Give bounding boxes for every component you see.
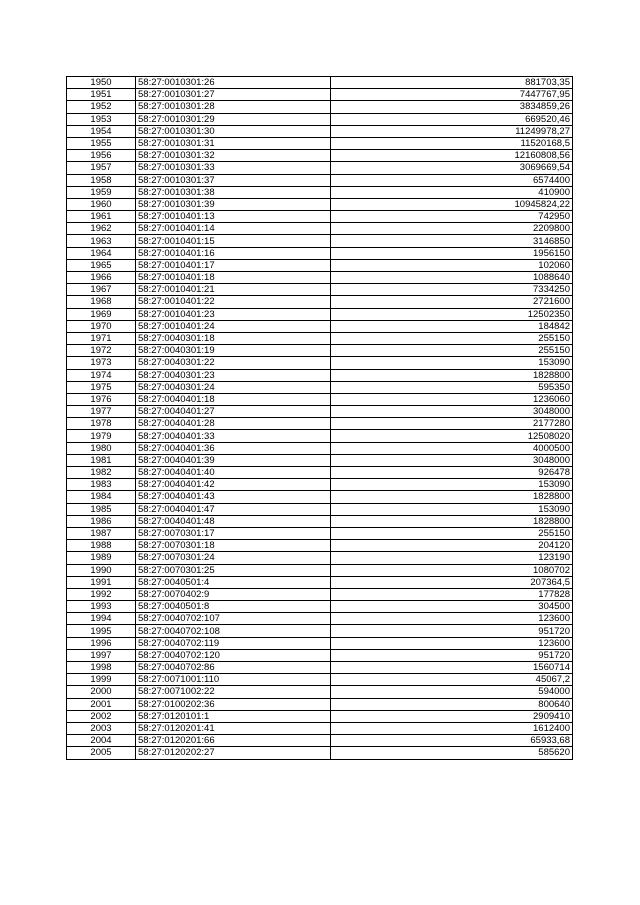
table-row [67,479,573,491]
cadastral-number-cell: 58:27:0120202:27 [136,747,331,759]
row-number-cell: 1972 [67,345,136,357]
row-number-cell: 2002 [67,710,136,722]
row-number-cell: 1952 [67,101,136,113]
row-number-cell: 2005 [67,747,136,759]
row-number-cell: 1992 [67,588,136,600]
row-number-cell: 1981 [67,454,136,466]
table-row [67,722,573,734]
table-row [67,710,573,722]
value-cell: 669520,46 [331,113,573,125]
table-row [67,284,573,296]
cadastral-number-cell: 58:27:0071001:110 [136,674,331,686]
row-number-cell: 1960 [67,198,136,210]
cadastral-number-cell: 58:27:0010401:13 [136,211,331,223]
value-cell: 123600 [331,613,573,625]
value-cell: 12508020 [331,430,573,442]
row-number-cell: 1995 [67,625,136,637]
value-cell: 11249978,27 [331,125,573,137]
cadastral-number-cell: 58:27:0040301:23 [136,369,331,381]
row-number-cell: 1963 [67,235,136,247]
row-number-cell: 1966 [67,272,136,284]
cadastral-number-cell: 58:27:0010301:28 [136,101,331,113]
cadastral-number-cell: 58:27:0040401:47 [136,503,331,515]
value-cell: 153090 [331,357,573,369]
cadastral-number-cell: 58:27:0070301:24 [136,552,331,564]
value-cell: 153090 [331,479,573,491]
cadastral-number-cell: 58:27:0071002:22 [136,686,331,698]
row-number-cell: 1974 [67,369,136,381]
value-cell: 7447767,95 [331,89,573,101]
table-row [67,101,573,113]
table-row [67,442,573,454]
row-number-cell: 1980 [67,442,136,454]
value-cell: 12160808,56 [331,150,573,162]
table-row [67,198,573,210]
table-row [67,89,573,101]
value-cell: 2909410 [331,710,573,722]
cadastral-number-cell: 58:27:0070301:17 [136,527,331,539]
value-cell: 255150 [331,345,573,357]
row-number-cell: 1970 [67,320,136,332]
value-cell: 45067,2 [331,674,573,686]
value-cell: 12502350 [331,308,573,320]
row-number-cell: 1953 [67,113,136,125]
cadastral-number-cell: 58:27:0010301:26 [136,77,331,89]
table-row [67,637,573,649]
value-cell: 3048000 [331,406,573,418]
table-row [67,747,573,759]
value-cell: 3834859,26 [331,101,573,113]
value-cell: 742950 [331,211,573,223]
row-number-cell: 1998 [67,662,136,674]
row-number-cell: 1968 [67,296,136,308]
value-cell: 585620 [331,747,573,759]
table-row [67,308,573,320]
cadastral-number-cell: 58:27:0010301:32 [136,150,331,162]
row-number-cell: 2000 [67,686,136,698]
cadastral-number-cell: 58:27:0040301:19 [136,345,331,357]
table-row [67,613,573,625]
row-number-cell: 1975 [67,381,136,393]
cadastral-number-cell: 58:27:0100202:36 [136,698,331,710]
cadastral-number-cell: 58:27:0010301:33 [136,162,331,174]
value-cell: 10945824,22 [331,198,573,210]
table-row [67,137,573,149]
table-row [67,332,573,344]
cadastral-number-cell: 58:27:0010401:17 [136,259,331,271]
cadastral-number-cell: 58:27:0070301:25 [136,564,331,576]
cadastral-number-cell: 58:27:0040702:107 [136,613,331,625]
table-row [67,186,573,198]
row-number-cell: 1985 [67,503,136,515]
value-cell: 1828800 [331,515,573,527]
cadastral-number-cell: 58:27:0040401:42 [136,479,331,491]
table-row [67,552,573,564]
value-cell: 255150 [331,527,573,539]
value-cell: 1560714 [331,662,573,674]
value-cell: 65933,68 [331,735,573,747]
cadastral-number-cell: 58:27:0040702:120 [136,649,331,661]
table-row [67,150,573,162]
table-row [67,735,573,747]
row-number-cell: 1965 [67,259,136,271]
value-cell: 594000 [331,686,573,698]
table-row [67,649,573,661]
value-cell: 11520168,5 [331,137,573,149]
row-number-cell: 2004 [67,735,136,747]
cadastral-number-cell: 58:27:0010301:39 [136,198,331,210]
value-cell: 153090 [331,503,573,515]
cadastral-number-cell: 58:27:0010301:27 [136,89,331,101]
cadastral-number-cell: 58:27:0040401:33 [136,430,331,442]
value-cell: 4000500 [331,442,573,454]
cadastral-number-cell: 58:27:0040401:27 [136,406,331,418]
table-row [67,588,573,600]
value-cell: 2721600 [331,296,573,308]
value-cell: 881703,35 [331,77,573,89]
row-number-cell: 1971 [67,332,136,344]
row-number-cell: 1986 [67,515,136,527]
table-row [67,576,573,588]
value-cell: 951720 [331,649,573,661]
value-cell: 102060 [331,259,573,271]
cadastral-number-cell: 58:27:0040401:28 [136,418,331,430]
row-number-cell: 1964 [67,247,136,259]
table-row [67,430,573,442]
cadastral-number-cell: 58:27:0120201:66 [136,735,331,747]
cadastral-number-cell: 58:27:0010401:15 [136,235,331,247]
row-number-cell: 1979 [67,430,136,442]
row-number-cell: 1951 [67,89,136,101]
table-row [67,503,573,515]
table-row [67,320,573,332]
cadastral-number-cell: 58:27:0040401:43 [136,491,331,503]
value-cell: 1080702 [331,564,573,576]
cadastral-number-cell: 58:27:0040401:40 [136,467,331,479]
value-cell: 410900 [331,186,573,198]
row-number-cell: 1967 [67,284,136,296]
row-number-cell: 1956 [67,150,136,162]
cadastral-number-cell: 58:27:0040501:4 [136,576,331,588]
cadastral-number-cell: 58:27:0040301:24 [136,381,331,393]
table-row [67,357,573,369]
value-cell: 177828 [331,588,573,600]
value-cell: 304500 [331,601,573,613]
table-row [67,406,573,418]
row-number-cell: 1969 [67,308,136,320]
cadastral-number-cell: 58:27:0040702:119 [136,637,331,649]
row-number-cell: 1988 [67,540,136,552]
table-row [67,491,573,503]
row-number-cell: 1983 [67,479,136,491]
table-row [67,540,573,552]
table-row [67,674,573,686]
row-number-cell: 2001 [67,698,136,710]
cadastral-number-cell: 58:27:0010301:29 [136,113,331,125]
cadastral-number-cell: 58:27:0010401:21 [136,284,331,296]
cadastral-number-cell: 58:27:0040702:86 [136,662,331,674]
cadastral-number-cell: 58:27:0010401:24 [136,320,331,332]
row-number-cell: 1996 [67,637,136,649]
row-number-cell: 1959 [67,186,136,198]
table-row [67,418,573,430]
cadastral-number-cell: 58:27:0040401:18 [136,393,331,405]
cadastral-number-cell: 58:27:0040301:22 [136,357,331,369]
row-number-cell: 2003 [67,722,136,734]
table-row [67,345,573,357]
value-cell: 2177280 [331,418,573,430]
row-number-cell: 1997 [67,649,136,661]
value-cell: 3069669,54 [331,162,573,174]
table-row [67,527,573,539]
cadastral-number-cell: 58:27:0120101:1 [136,710,331,722]
row-number-cell: 1957 [67,162,136,174]
table-row [67,686,573,698]
value-cell: 255150 [331,332,573,344]
row-number-cell: 1987 [67,527,136,539]
table-row [67,174,573,186]
value-cell: 2209800 [331,223,573,235]
row-number-cell: 1961 [67,211,136,223]
value-cell: 123190 [331,552,573,564]
row-number-cell: 1977 [67,406,136,418]
row-number-cell: 1990 [67,564,136,576]
value-cell: 1828800 [331,369,573,381]
table-row [67,259,573,271]
data-table [66,76,573,760]
table-row [67,467,573,479]
cadastral-number-cell: 58:27:0010301:37 [136,174,331,186]
cadastral-number-cell: 58:27:0040401:48 [136,515,331,527]
table-row [67,211,573,223]
cadastral-number-cell: 58:27:0040501:8 [136,601,331,613]
row-number-cell: 1978 [67,418,136,430]
row-number-cell: 1958 [67,174,136,186]
table-row [67,381,573,393]
cadastral-number-cell: 58:27:0010301:30 [136,125,331,137]
value-cell: 951720 [331,625,573,637]
row-number-cell: 1993 [67,601,136,613]
value-cell: 595350 [331,381,573,393]
cadastral-number-cell: 58:27:0010301:31 [136,137,331,149]
value-cell: 3146850 [331,235,573,247]
table-row [67,247,573,259]
value-cell: 3048000 [331,454,573,466]
value-cell: 1088640 [331,272,573,284]
table-row [67,454,573,466]
row-number-cell: 1955 [67,137,136,149]
cadastral-number-cell: 58:27:0120201:41 [136,722,331,734]
row-number-cell: 1954 [67,125,136,137]
table-row [67,223,573,235]
table-row [67,564,573,576]
cadastral-number-cell: 58:27:0040702:108 [136,625,331,637]
value-cell: 204120 [331,540,573,552]
value-cell: 123600 [331,637,573,649]
value-cell: 1956150 [331,247,573,259]
table-row [67,113,573,125]
table-row [67,125,573,137]
row-number-cell: 1984 [67,491,136,503]
table-row [67,601,573,613]
table-body [67,77,573,760]
row-number-cell: 1991 [67,576,136,588]
cadastral-number-cell: 58:27:0040401:36 [136,442,331,454]
value-cell: 1612400 [331,722,573,734]
table-row [67,272,573,284]
row-number-cell: 1994 [67,613,136,625]
value-cell: 207364,5 [331,576,573,588]
table-row [67,235,573,247]
value-cell: 184842 [331,320,573,332]
table-row [67,296,573,308]
cadastral-number-cell: 58:27:0010401:18 [136,272,331,284]
table-row [67,77,573,89]
row-number-cell: 1999 [67,674,136,686]
cadastral-number-cell: 58:27:0010301:38 [136,186,331,198]
cadastral-number-cell: 58:27:0010401:16 [136,247,331,259]
row-number-cell: 1962 [67,223,136,235]
table-row [67,515,573,527]
cadastral-number-cell: 58:27:0040301:18 [136,332,331,344]
value-cell: 926478 [331,467,573,479]
value-cell: 800640 [331,698,573,710]
row-number-cell: 1982 [67,467,136,479]
cadastral-number-cell: 58:27:0010401:14 [136,223,331,235]
value-cell: 6574400 [331,174,573,186]
table-row [67,393,573,405]
value-cell: 1236060 [331,393,573,405]
cadastral-number-cell: 58:27:0010401:23 [136,308,331,320]
row-number-cell: 1973 [67,357,136,369]
cadastral-number-cell: 58:27:0070301:18 [136,540,331,552]
row-number-cell: 1976 [67,393,136,405]
cadastral-number-cell: 58:27:0010401:22 [136,296,331,308]
row-number-cell: 1950 [67,77,136,89]
value-cell: 1828800 [331,491,573,503]
table-row [67,162,573,174]
value-cell: 7334250 [331,284,573,296]
table-row [67,698,573,710]
table-row [67,369,573,381]
row-number-cell: 1989 [67,552,136,564]
cadastral-number-cell: 58:27:0040401:39 [136,454,331,466]
cadastral-number-cell: 58:27:0070402:9 [136,588,331,600]
table-row [67,662,573,674]
table-row [67,625,573,637]
